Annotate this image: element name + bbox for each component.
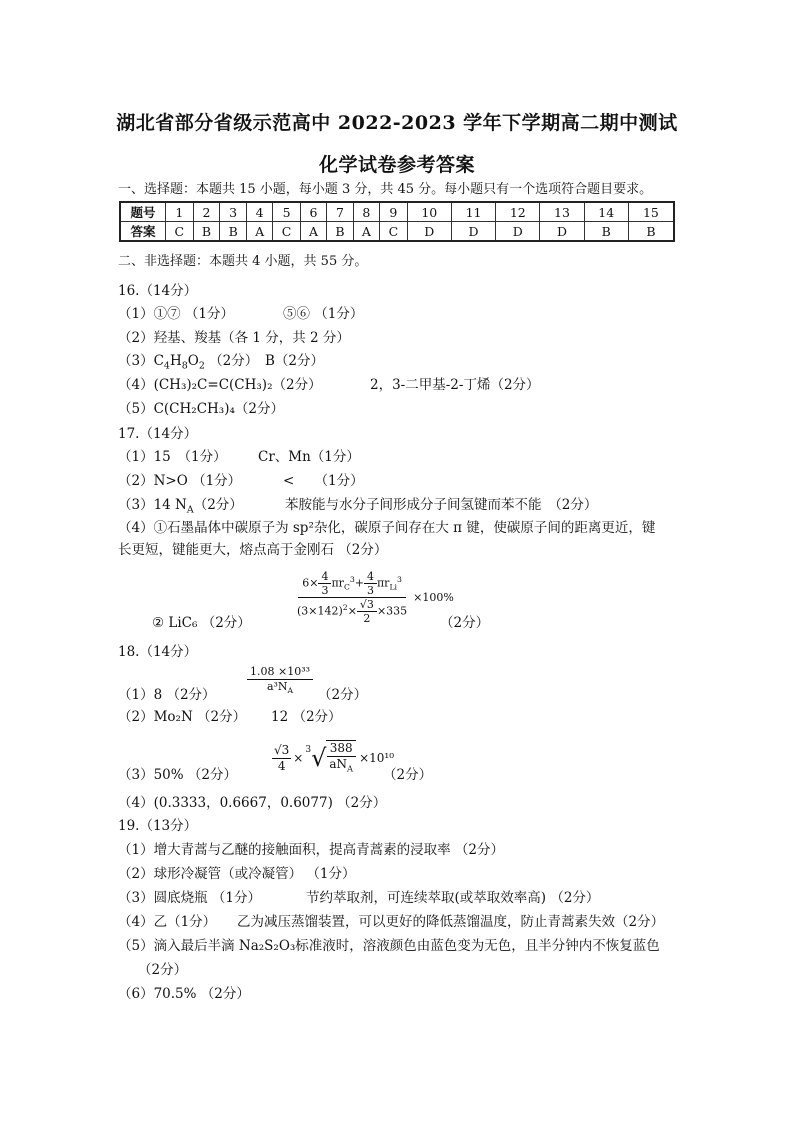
q17-line-2b: < （1分）: [283, 473, 364, 489]
table-cell-answer: B: [327, 222, 354, 242]
table-cell-answer: C: [380, 222, 408, 242]
q16-heading: 16.（14分）: [118, 283, 198, 299]
section-2-heading: 二、非选择题：本题共 4 小题，共 55 分。: [118, 254, 368, 269]
table-cell-answer: D: [451, 222, 495, 242]
q16-line-4a: （4）(CH₃)₂C=C(CH₃)₂（2分）: [118, 377, 322, 393]
table-cell-answer: B: [628, 222, 674, 242]
table-cell-answer: D: [407, 222, 451, 242]
table-cell-number: 2: [193, 202, 220, 222]
q16-line-1a: （1）①⑦ （1分）: [118, 306, 234, 322]
q17-formula-numerator: 6× $\frac{4}{3}$ $\pi r_C^3+$ $\frac{4}{3}$ $\pi r_{Li}^3$: [298, 570, 406, 598]
q19-line-1: （1）增大青蒿与乙醚的接触面积，提高青蒿素的浸取率 （2分）: [118, 842, 504, 858]
table-cell-number: 7: [327, 202, 354, 222]
q17-line-2a: （2）N>O （1分）: [118, 473, 242, 489]
q16-line-3: $(3)C_4H_8O_2$ （2分） B（2分）: [118, 353, 324, 372]
table-cell-number: 14: [584, 202, 628, 222]
q17-heading: 17.（14分）: [118, 426, 198, 442]
table-cell-answer: A: [300, 222, 326, 242]
q18-line-2a: （2）Mo₂N （2分）: [118, 709, 247, 725]
table-cell-number: 15: [628, 202, 674, 222]
q17-formula: [293, 570, 454, 625]
table-cell-number: 8: [353, 202, 379, 222]
table-cell-answer: A: [246, 222, 272, 242]
q18-line-3a: （3）50% （2分）: [118, 767, 237, 783]
table-cell-answer: B: [584, 222, 628, 242]
q17-line-5a: ② LiC₆ （2分）: [152, 615, 251, 631]
q17-line-4b: 长更短，键能更大，熔点高于金刚石 （2分）: [118, 542, 388, 558]
q18-formula-3-den: aN: [329, 757, 348, 771]
section-1-heading: 一、选择题：本题共 15 小题，每小题 3 分，共 45 分。每小题只有一个选项符合题目要求。: [118, 182, 653, 197]
table-cell-answer: B: [220, 222, 247, 242]
q16-line-5: （5）C(CH₂CH₃)₄（2分）: [118, 401, 284, 417]
q16-line-3-rest: （2分） B（2分）: [209, 353, 324, 369]
table-cell-number: 11: [451, 202, 495, 222]
q18-line-2b: 12 （2分）: [271, 709, 342, 725]
table-cell-answer: D: [540, 222, 584, 242]
q19-line-5b: （2分）: [138, 962, 188, 978]
table-cell-number: 13: [540, 202, 584, 222]
q19-line-4a: （4）乙（1分）: [118, 914, 217, 930]
q17-line-3a: [118, 496, 243, 520]
q18-heading: 18.（14分）: [118, 644, 198, 660]
q19-line-3a: （3）圆底烧瓶 （1分）: [118, 890, 261, 906]
table-cell-number: 10: [407, 202, 451, 222]
table-head-answer: 答案: [120, 222, 166, 242]
q16-line-1b: ⑤⑥ （1分）: [283, 306, 364, 322]
q19-line-3b: 节约萃取剂，可连续萃取(或萃取效率高) （2分）: [306, 890, 600, 906]
q17-line-3b: 苯胺能与水分子间形成分子间氢键而苯不能 （2分）: [285, 497, 598, 513]
q16-line-4b: 2，3-二甲基-2-丁烯（2分）: [370, 377, 540, 393]
table-cell-number: 4: [246, 202, 272, 222]
table-row-numbers: [120, 202, 674, 222]
table-cell-answer: A: [353, 222, 379, 242]
table-cell-answer: C: [166, 222, 194, 242]
table-cell-answer: B: [193, 222, 220, 242]
q17-line-1a: （1）15 （1分）: [118, 449, 227, 465]
q17-formula-tail: ×100%: [413, 590, 454, 604]
q17-line-1b: Cr、Mn（1分）: [258, 449, 360, 465]
q18-formula-3-num: 388: [327, 741, 356, 757]
table-cell-number: 6: [300, 202, 326, 222]
table-cell-number: 5: [273, 202, 301, 222]
q17-line-3a-text: （3）14 N: [118, 497, 187, 513]
q19-line-6: （6）70.5% （2分）: [118, 986, 250, 1002]
q16-line-2: （2）羟基、羧基（各 1 分，共 2 分）: [118, 330, 350, 346]
q18-line-1a: （1）8 （2分）: [118, 687, 216, 703]
q19-line-2: （2）球形冷凝管（或冷凝管） （1分）: [118, 866, 356, 882]
q17-formula-denominator: $(3\times 142)^2\times$ $\frac{√3}{2}$ ×335: [297, 598, 408, 625]
q18-formula-1-den-sub: A: [287, 686, 294, 696]
q19-line-5: （5）滴入最后半滴 Na₂S₂O₃标准液时，溶液颜色由蓝色变为无色，且半分钟内不恢复蓝色: [118, 938, 660, 954]
table-row-answers: [120, 222, 674, 242]
q18-formula-1-den: a³N: [266, 680, 288, 693]
table-head-number: 题号: [120, 202, 166, 222]
q17-line-3a-sub: A: [186, 504, 194, 516]
title-line-1: 湖北省部分省级示范高中 2022-2023 学年下学期高二期中测试: [116, 112, 678, 134]
q19-line-4b: 乙为减压蒸馏装置，可以更好的降低蒸馏温度，防止青蒿素失效（2分）: [237, 914, 665, 930]
table-cell-answer: C: [273, 222, 301, 242]
answer-table: [119, 201, 675, 242]
q16-line-3-prefix: （3）C: [118, 353, 164, 369]
table-cell-number: 1: [166, 202, 194, 222]
q18-formula-1-num: 1.08 ×10³³: [247, 665, 313, 680]
table-cell-number: 9: [380, 202, 408, 222]
table-cell-number: 3: [220, 202, 247, 222]
q18-line-4: （4）(0.3333，0.6667，0.6077) （2分）: [118, 795, 387, 811]
q17-line-3a-tail: （2分）: [193, 497, 243, 513]
table-cell-answer: D: [496, 222, 540, 242]
q18-formula-1: [247, 663, 313, 698]
q18-line-1b: （2分）: [318, 687, 368, 703]
title-line-2: 化学试卷参考答案: [318, 154, 475, 176]
q18-line-3b: （2分）: [383, 767, 433, 783]
q19-heading: 19.（13分）: [118, 818, 198, 834]
table-cell-number: 12: [496, 202, 540, 222]
q18-formula-3-tail: ×10¹⁰: [359, 751, 395, 766]
q17-line-4: （4）①石墨晶体中碳原子为 sp²杂化，碳原子间存在大 π 键，使碳原子间的距离更近，键: [118, 520, 656, 536]
q17-line-5-score: （2分）: [440, 615, 490, 631]
q18-formula-3: $\frac{√3}{4}$ × 3 √ 388 $aN_A$ ×10¹⁰: [272, 740, 394, 776]
